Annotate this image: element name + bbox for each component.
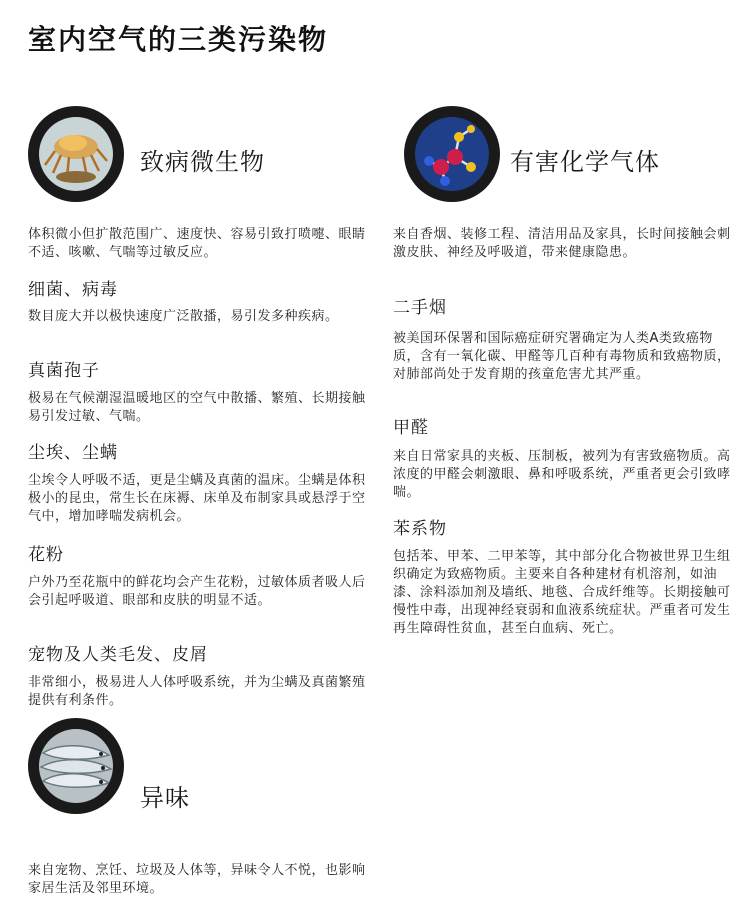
item-text: 非常细小，极易进人人体呼吸系统，并为尘螨及真菌繁殖提供有利条件。 <box>28 675 366 708</box>
item-title: 宠物及人类毛发、皮屑 <box>28 645 208 665</box>
item-text: 极易在气候潮湿温暖地区的空气中散播、繁殖、长期接触易引发过敏、气喘。 <box>28 391 366 424</box>
section-heading-microbes: 致病微生物 <box>140 148 265 176</box>
item-text: 户外乃至花瓶中的鲜花均会产生花粉，过敏体质者吸人后会引起呼吸道、眼部和皮肤的明显不适。 <box>28 575 366 608</box>
item-text: 包括苯、甲苯、二甲苯等，其中部分化合物被世界卫生组织确定为致癌物质。主要来自各种建材有机溶剂，如油漆、涂料添加剂及墙纸、地毯、合成纤维等。长期接触可慢性中毒，出现神经衰弱和血液系统症状。严重者可发生再生障碍性贫血，甚至白血病、死亡。 <box>393 549 731 636</box>
page-title: 室内空气的三类污染物 <box>28 23 329 56</box>
item-title: 甲醛 <box>393 418 429 438</box>
item-text: 被美国环保署和国际癌症研究署确定为人类A类致癌物质，含有一氧化碳、甲醛等几百种有毒物质和致癌物质，对肺部尚处于发育期的孩童危害尤其严重。 <box>393 331 731 382</box>
item-title: 尘埃、尘螨 <box>28 443 118 463</box>
section-heading-chemicals: 有害化学气体 <box>510 148 660 176</box>
item-title: 真菌孢子 <box>28 361 100 381</box>
item-title: 细菌、病毒 <box>28 280 118 300</box>
odor-intro: 来自宠物、烹饪、垃圾及人体等，异味令人不悦，也影响家居生活及邻里环境。 <box>28 863 366 896</box>
item-title: 苯系物 <box>393 519 447 539</box>
molecule-icon <box>415 117 489 191</box>
section-heading-odor: 异味 <box>140 784 190 812</box>
dust-mite-icon <box>39 117 113 191</box>
item-title: 二手烟 <box>393 298 447 318</box>
chemicals-intro: 来自香烟、装修工程、清洁用品及家具，长时间接触会刺激皮肤、神经及呼吸道，带来健康隐患。 <box>393 227 731 260</box>
dust-mite-icon-badge <box>28 106 124 202</box>
fish-icon <box>39 729 113 803</box>
microbes-intro: 体积微小但扩散范围广、速度快、容易引致打喷嚏、眼睛不适、咳嗽、气喘等过敏反应。 <box>28 227 366 260</box>
item-text: 尘埃令人呼吸不适，更是尘螨及真菌的温床。尘螨是体积极小的昆虫，常生长在床褥、床单及布制家具或悬浮于空气中，增加哮喘发病机会。 <box>28 473 366 524</box>
item-text: 来自日常家具的夹板、压制板，被列为有害致癌物质。高浓度的甲醛会刺激眼、鼻和呼吸系统，严重者更会引致哮喘。 <box>393 449 731 500</box>
molecule-icon-badge <box>404 106 500 202</box>
item-text: 数目庞大并以极快速度广泛散播，易引发多种疾病。 <box>28 309 339 324</box>
item-title: 花粉 <box>28 545 64 565</box>
fish-icon-badge <box>28 718 124 814</box>
